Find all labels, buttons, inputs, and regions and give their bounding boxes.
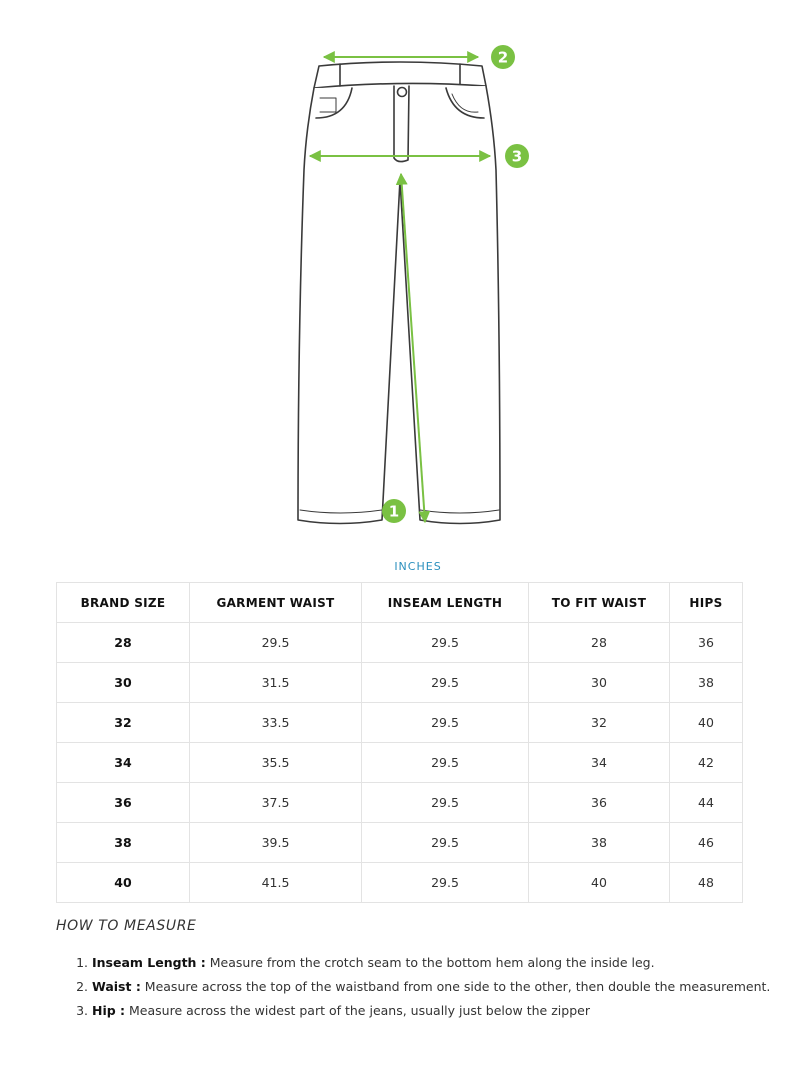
instruction-hip: [92, 1000, 772, 1022]
hips-cell: 40: [670, 703, 743, 743]
header-to-fit-waist: TO FIT WAIST: [529, 583, 670, 623]
header-inseam-length: INSEAM LENGTH: [362, 583, 529, 623]
brand-size-cell: 34: [57, 743, 190, 783]
table-row: [57, 783, 743, 823]
instruction-term: Waist :: [92, 979, 141, 994]
garment-waist-cell: 35.5: [190, 743, 362, 783]
garment-waist-cell: 41.5: [190, 863, 362, 903]
table-row: [57, 663, 743, 703]
badge-waist: [491, 45, 515, 69]
units-label: INCHES: [394, 560, 442, 573]
hips-cell: 46: [670, 823, 743, 863]
header-brand-size: BRAND SIZE: [57, 583, 190, 623]
to-fit-waist-cell: 30: [529, 663, 670, 703]
to-fit-waist-cell: 38: [529, 823, 670, 863]
hips-cell: 48: [670, 863, 743, 903]
table-row: [57, 743, 743, 783]
to-fit-waist-cell: 28: [529, 623, 670, 663]
garment-waist-cell: 29.5: [190, 623, 362, 663]
garment-waist-cell: 39.5: [190, 823, 362, 863]
inseam-length-cell: 29.5: [362, 623, 529, 663]
brand-size-cell: 30: [57, 663, 190, 703]
badge-waist-number: 2: [497, 48, 509, 67]
inseam-length-cell: 29.5: [362, 663, 529, 703]
to-fit-waist-cell: 40: [529, 863, 670, 903]
to-fit-waist-cell: 32: [529, 703, 670, 743]
instruction-term: Inseam Length :: [92, 955, 206, 970]
size-chart-table: [56, 582, 743, 903]
table-row: [57, 703, 743, 743]
garment-waist-cell: 33.5: [190, 703, 362, 743]
garment-waist-cell: 37.5: [190, 783, 362, 823]
instruction-text: Measure from the crotch seam to the bottom hem along the inside leg.: [205, 955, 655, 970]
brand-size-cell: 40: [57, 863, 190, 903]
brand-size-cell: 32: [57, 703, 190, 743]
hips-cell: 38: [670, 663, 743, 703]
hips-cell: 42: [670, 743, 743, 783]
garment-waist-cell: 31.5: [190, 663, 362, 703]
inseam-length-cell: 29.5: [362, 703, 529, 743]
header-hips: HIPS: [670, 583, 743, 623]
how-to-measure-title: HOW TO MEASURE: [56, 918, 197, 934]
badge-inseam-number: 1: [388, 502, 400, 521]
instruction-inseam: [92, 952, 772, 974]
header-garment-waist: GARMENT WAIST: [190, 583, 362, 623]
table-row: [57, 623, 743, 663]
brand-size-cell: 36: [57, 783, 190, 823]
badge-inseam: [382, 499, 406, 523]
measure-instructions-list: [56, 952, 772, 1024]
inseam-length-cell: 29.5: [362, 743, 529, 783]
table-row: [57, 863, 743, 903]
table-header-row: [57, 583, 743, 623]
hips-cell: 36: [670, 623, 743, 663]
badge-hip: [505, 144, 529, 168]
badge-hip-number: 3: [511, 147, 523, 166]
instruction-waist: [92, 976, 772, 998]
to-fit-waist-cell: 36: [529, 783, 670, 823]
to-fit-waist-cell: 34: [529, 743, 670, 783]
jeans-outline: [298, 62, 500, 524]
inseam-length-cell: 29.5: [362, 863, 529, 903]
brand-size-cell: 38: [57, 823, 190, 863]
inseam-length-cell: 29.5: [362, 823, 529, 863]
brand-size-cell: 28: [57, 623, 190, 663]
instruction-text: Measure across the widest part of the jeans, usually just below the zipper: [125, 1003, 590, 1018]
hips-cell: 44: [670, 783, 743, 823]
instruction-text: Measure across the top of the waistband from one side to the other, then double the measurement.: [140, 979, 771, 994]
jeans-measurement-diagram: [0, 0, 800, 540]
inseam-length-cell: 29.5: [362, 783, 529, 823]
instruction-term: Hip :: [92, 1003, 126, 1018]
table-row: [57, 823, 743, 863]
